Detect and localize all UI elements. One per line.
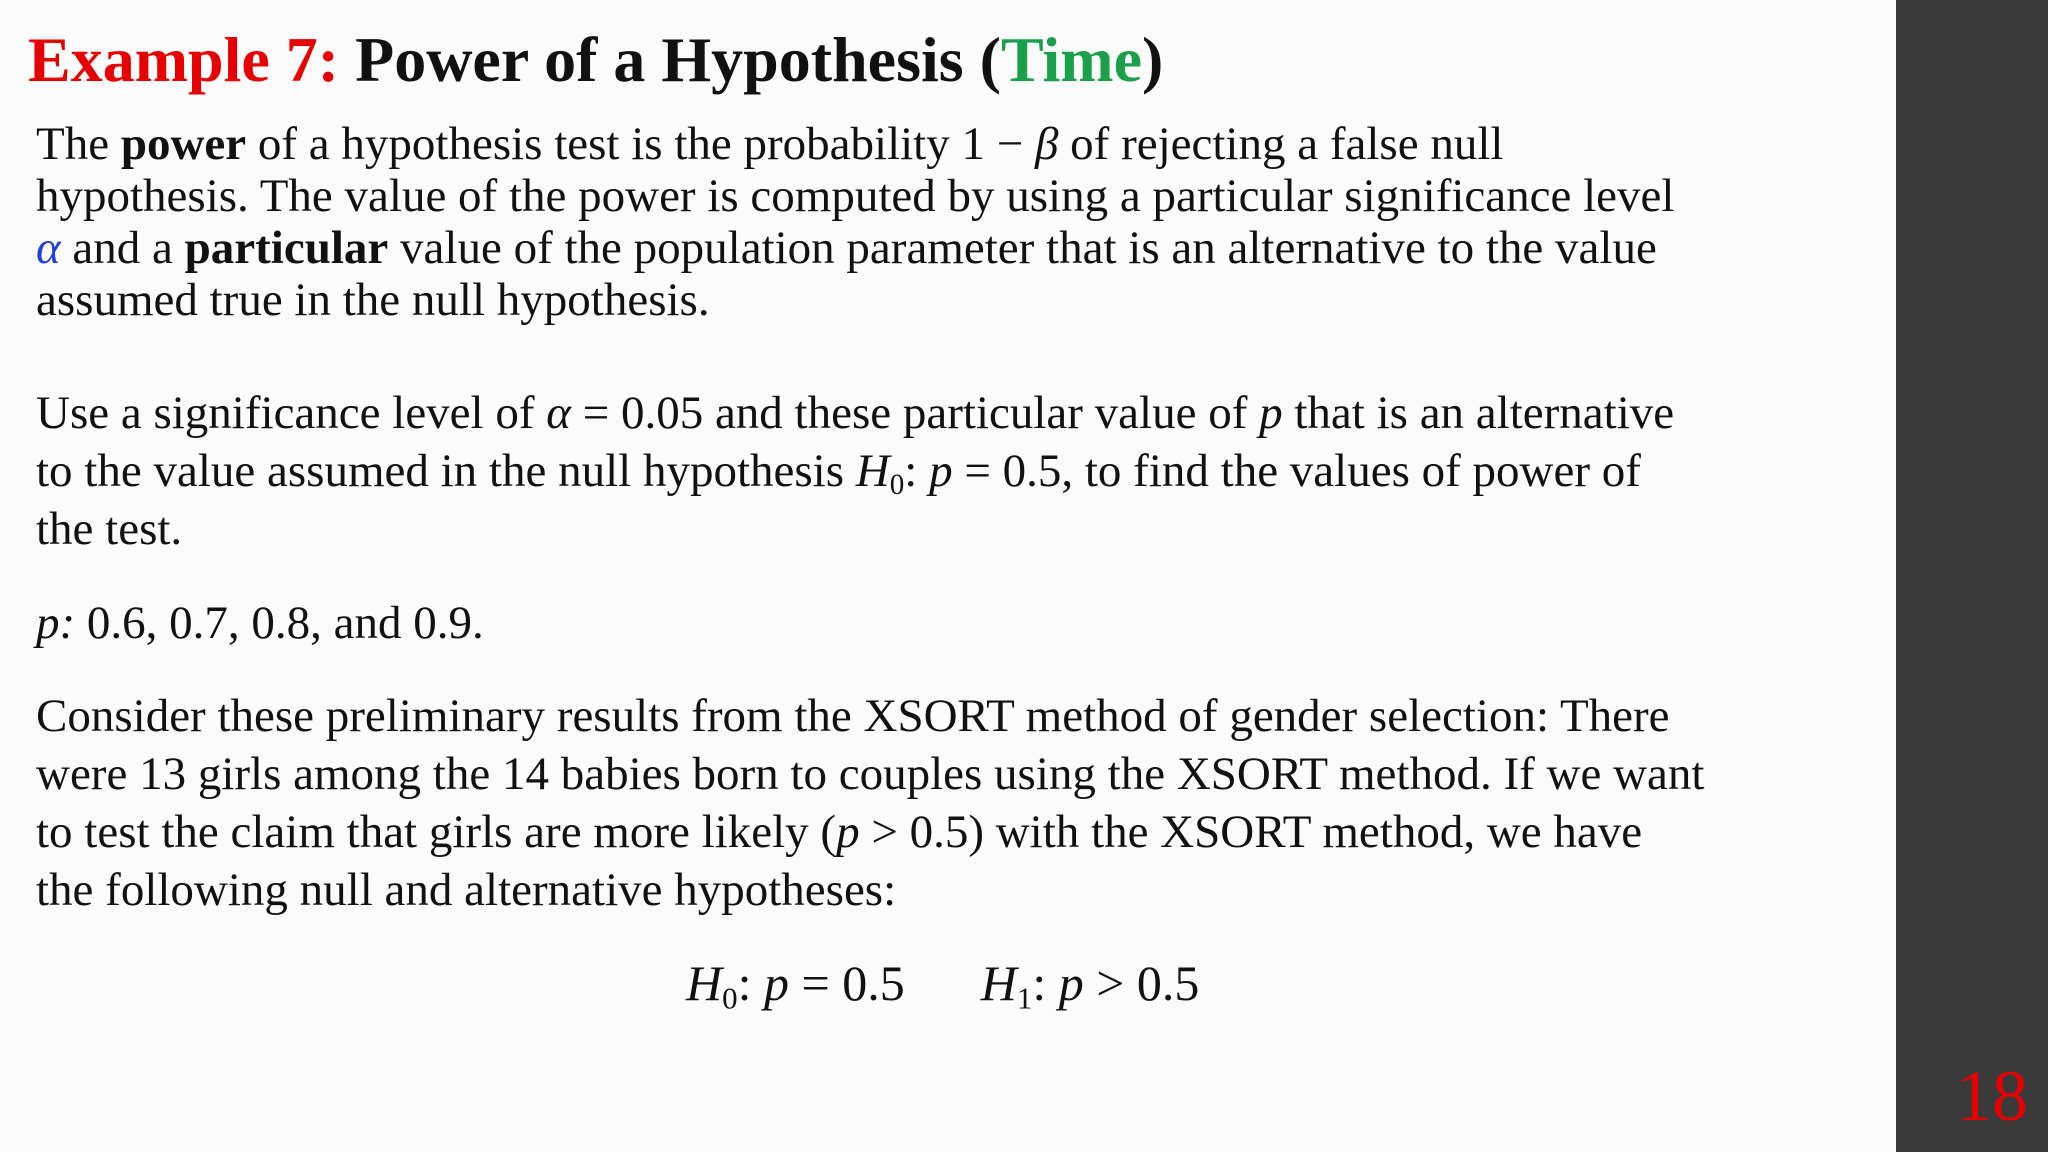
alternative-hypothesis: [980, 955, 1200, 1016]
h-variable: H: [686, 955, 723, 1011]
p-variable: p: [764, 955, 790, 1011]
context-line-4: the following null and alternative hypotheses:: [36, 864, 897, 916]
p-variable: p: [929, 445, 953, 497]
context-line-3: [36, 803, 1886, 861]
instruction-line-2: [36, 442, 1886, 500]
h1-subscript: 1: [1016, 980, 1033, 1016]
definition-bold-particular: particular: [184, 222, 389, 274]
instruction-text: to the value assumed in the null hypothesis: [36, 445, 856, 497]
instruction-text: = 0.05 and these particular value of: [570, 387, 1260, 439]
instruction-text: Use a significance level of: [36, 387, 547, 439]
title-text-before: Power of a Hypothesis (: [355, 24, 1001, 95]
h-variable: H: [855, 445, 890, 497]
hypothesis-colon: :: [737, 955, 765, 1011]
instruction-text: that is an alternative: [1282, 387, 1675, 439]
instruction-line-1: [36, 384, 1886, 442]
p-variable: p: [1259, 387, 1283, 439]
instruction-paragraph: [36, 384, 1886, 558]
alpha-symbol: α: [546, 387, 571, 439]
instruction-text: :: [904, 445, 930, 497]
p-variable: p: [1058, 955, 1084, 1011]
alpha-symbol: α: [36, 222, 61, 274]
instruction-line-3: the test.: [36, 503, 183, 555]
definition-text: value of the population parameter that is an alternative to the value: [388, 222, 1657, 274]
p-values-text: 0.6, 0.7, 0.8, and 0.9.: [75, 597, 484, 649]
p-values-list: [36, 594, 1886, 652]
h0-subscript: 0: [722, 980, 738, 1016]
definition-line-3: [36, 222, 1886, 274]
page-number: 18: [1956, 1056, 2028, 1136]
context-text: > 0.5) with the XSORT method, we have: [859, 806, 1643, 858]
alternative-hypothesis-value: > 0.5: [1083, 955, 1200, 1011]
title-text-after: ): [1142, 24, 1164, 95]
context-line-1: Consider these preliminary results from the XSORT method of gender selection: There: [36, 690, 1670, 742]
definition-text: of a hypothesis test is the probability 1 −: [246, 118, 1035, 170]
null-hypothesis: [686, 955, 905, 1016]
hypotheses-equation: [686, 953, 1200, 1016]
h-variable: H: [980, 955, 1017, 1011]
p-variable: p: [836, 806, 860, 858]
beta-symbol: β: [1035, 118, 1059, 170]
hypothesis-colon: :: [1032, 955, 1059, 1011]
context-line-2: were 13 girls among the 14 babies born to couples using the XSORT method. If we want: [36, 748, 1705, 800]
context-paragraph: [36, 687, 1886, 919]
instruction-text: = 0.5, to find the values of power of: [952, 445, 1641, 497]
right-sidebar: [1896, 0, 2048, 1152]
slide-title: [28, 24, 1163, 96]
title-highlight: Time: [1000, 24, 1142, 95]
power-definition: [36, 118, 1886, 326]
definition-bold-power: power: [120, 118, 247, 170]
definition-text: The: [36, 118, 121, 170]
h-subscript: 0: [889, 469, 905, 502]
definition-line-1: [36, 118, 1886, 170]
definition-text: of rejecting a false null: [1058, 118, 1504, 170]
null-hypothesis-value: = 0.5: [789, 955, 905, 1011]
definition-line-4: assumed true in the null hypothesis.: [36, 274, 710, 326]
definition-line-2: hypothesis. The value of the power is computed by using a particular significance level: [36, 170, 1675, 222]
title-label: Example 7:: [28, 24, 340, 95]
definition-text: and a: [60, 222, 185, 274]
p-values-label: p:: [36, 597, 76, 649]
context-text: to test the claim that girls are more likely (: [36, 806, 837, 858]
